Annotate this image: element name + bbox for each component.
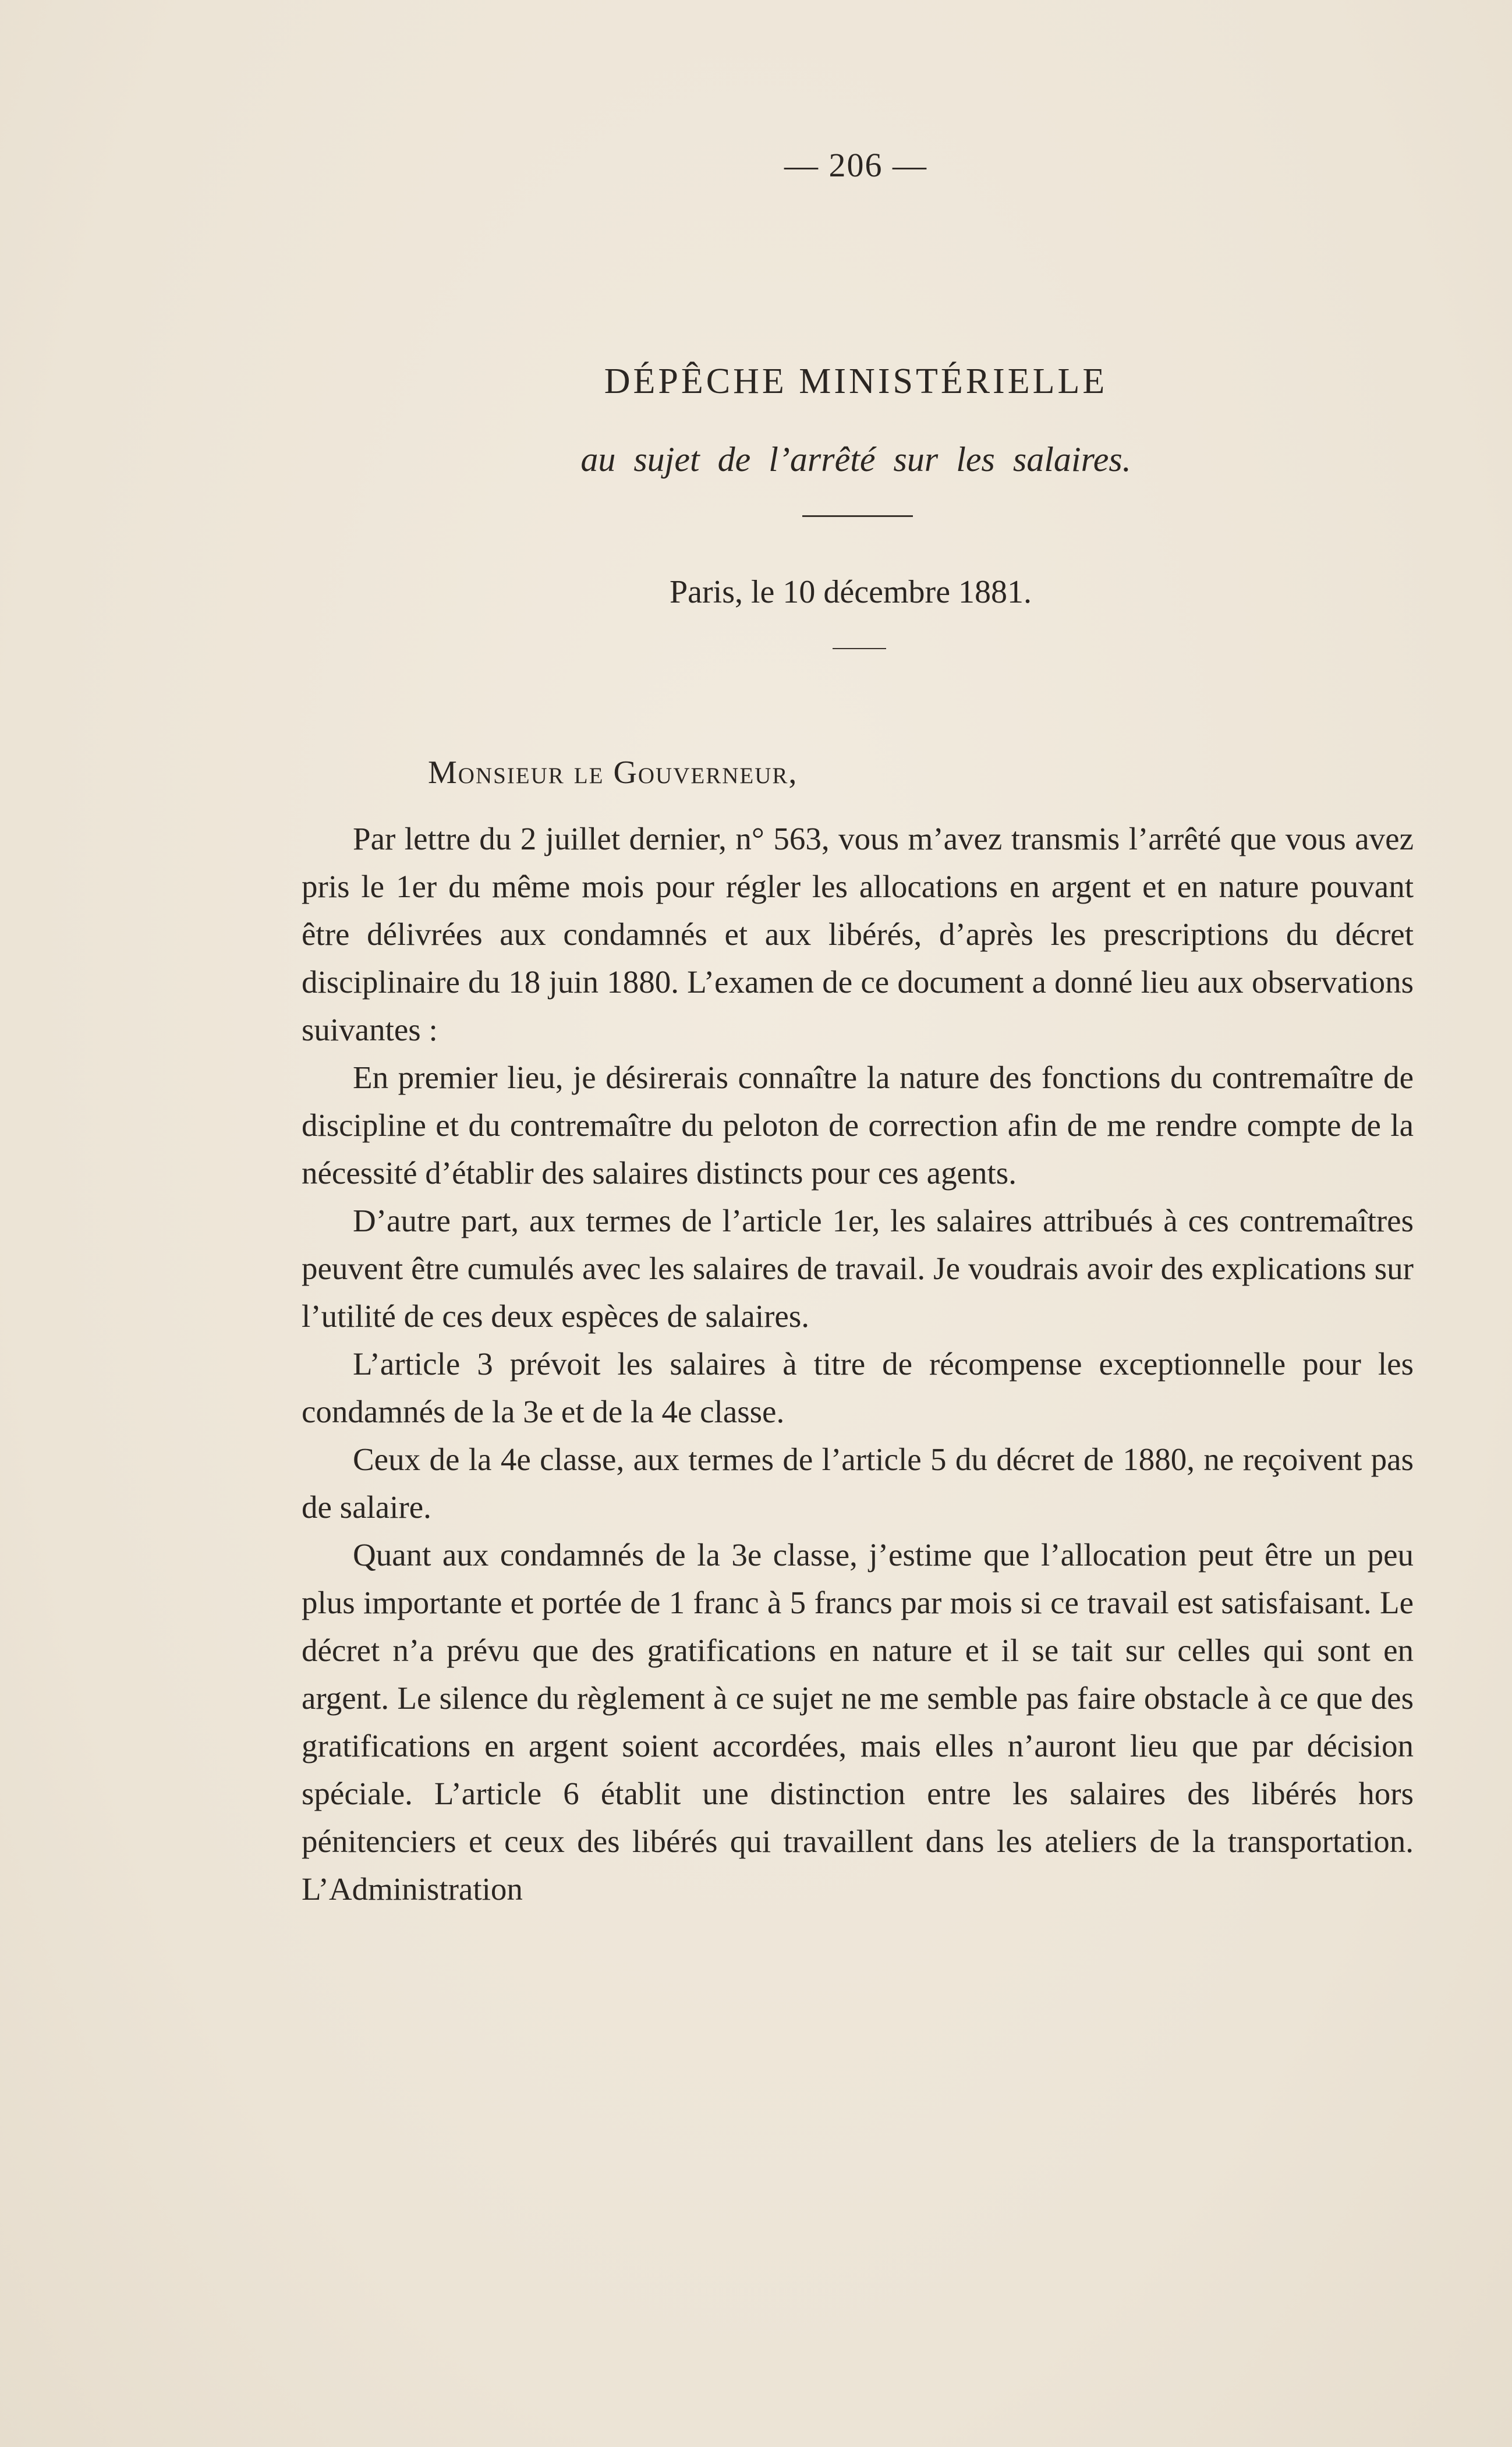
- paragraph: L’article 3 prévoit les salaires à titre de récompense exceptionnelle pour les condamnés de la 3e et de la 4e classe.: [302, 1346, 1414, 1429]
- document-title: DÉPÊCHE MINISTÉRIELLE: [604, 362, 1108, 401]
- document-subtitle: au sujet de l’arrêté sur les salaires.: [580, 440, 1131, 479]
- dateline-divider: [833, 648, 886, 649]
- salutation: Monsieur le Gouverneur,: [428, 755, 798, 791]
- page-number: — 206 —: [784, 146, 927, 184]
- paragraph: D’autre part, aux termes de l’article 1er, les salaires attribués à ces contremaîtres peuvent être cumulés avec les salaires de travail. Je voudrais avoir des explications sur l’utilité de ces deux espèces de salaires.: [302, 1203, 1414, 1334]
- letter-body: [302, 815, 1414, 1913]
- dateline: Paris, le 10 décembre 1881.: [670, 574, 1032, 610]
- paragraph: Quant aux condamnés de la 3e classe, j’estime que l’allocation peut être un peu plus importante et portée de 1 franc à 5 francs par mois si ce travail est satisfaisant. Le décret n’a prévu que des gratifications en nature et il se tait sur celles qui sont en argent. Le silence du règlement à ce sujet ne me semble pas faire obstacle à ce que des gratifications en argent soient accordées, mais elles n’auront lieu que par décision spéciale. L’article 6 établit une distinction entre les salaires des libérés hors pénitenciers et ceux des libérés qui travaillent dans les ateliers de la transportation. L’Administration: [302, 1537, 1414, 1907]
- paragraph: Ceux de la 4e classe, aux termes de l’article 5 du décret de 1880, ne reçoivent pas de salaire.: [302, 1442, 1414, 1525]
- paragraph: En premier lieu, je désirerais connaître la nature des fonctions du contremaître de discipline et du contremaître du peloton de correction afin de me rendre compte de la nécessité d’établir des salaires distincts pour ces agents.: [302, 1060, 1414, 1191]
- paragraph: Par lettre du 2 juillet dernier, n° 563, vous m’avez transmis l’arrêté que vous avez pris le 1er du même mois pour régler les allocations en argent et en nature pouvant être délivrées aux condamnés et aux libérés, d’après les prescriptions du décret disciplinaire du 18 juin 1880. L’examen de ce document a donné lieu aux observations suivantes :: [302, 821, 1414, 1047]
- title-divider: [802, 515, 913, 517]
